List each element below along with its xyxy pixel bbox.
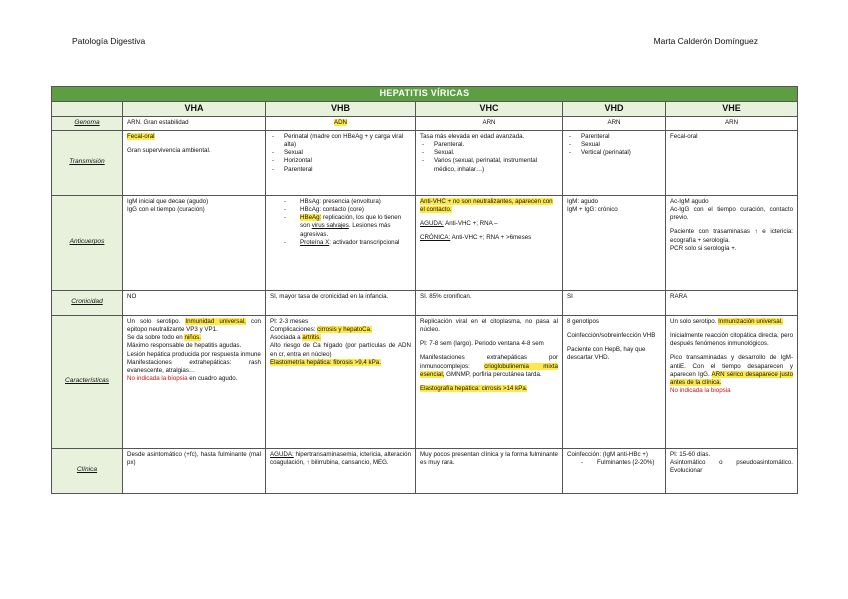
table-title-row (52, 87, 798, 102)
cell-genoma-vha: ARN. Gran estabilidad (123, 116, 266, 130)
cell-caracteristicas-vhd (563, 315, 666, 448)
text-line: IgM + IgG: crónico (567, 205, 618, 213)
column-header-vhc: VHC (416, 101, 563, 116)
text-line: Replicación viral en el citoplasma, no pasa al núcleo. (420, 317, 558, 333)
table-row (52, 195, 798, 290)
cell-caracteristicas-vhe (666, 315, 798, 448)
highlight-crioglobulinemia: crioglobulinemia mixta esencial, (420, 362, 558, 378)
highlight-anti-vhc: Anti-VHC + no son neutralizantes, aparecen con el contacto. (420, 197, 553, 213)
highlight-elastografia: Elastografía hepática: cirrosis >14 kPa. (420, 384, 528, 392)
text-line: 8 genotipos (567, 317, 599, 325)
highlight-elastometria: Elastometría hepática: fibrosis >9,4 kPa. (270, 358, 381, 366)
column-header-vhb: VHB (266, 101, 416, 116)
text-span: Se da sobre todo en (127, 334, 185, 342)
list-item: - Sexual (567, 141, 661, 149)
text-span: : activador transcripcional (329, 238, 400, 246)
cell-cronicidad-vhd: SI (563, 290, 666, 315)
text-line (420, 354, 558, 379)
text-span: en cuadro agudo. (187, 375, 238, 383)
text-line (270, 326, 411, 334)
table-row (52, 116, 798, 130)
text-line (270, 334, 411, 342)
row-label-clinica: Clínica (52, 448, 123, 493)
text-line (127, 334, 261, 342)
text-span: Complicaciones: (270, 325, 318, 333)
cell-cronicidad-vha: NO (123, 290, 266, 315)
cell-caracteristicas-vhb (266, 315, 416, 448)
text-span: replicación, los que lo tienen son (300, 214, 402, 230)
table-title: HEPATITIS VÍRICAS (52, 87, 798, 102)
text-line: Paciente con trasaminasas ↑ e ictericia: ecografía + serología. (670, 228, 794, 244)
highlight-cirrosis: cirrosis y hepatoCa. (317, 325, 372, 333)
cell-genoma-vhc: ARN (416, 116, 563, 130)
text-span: Anti-VHC +; RNA + >6meses (450, 234, 532, 242)
text-line: Lesión hepática producida por respuesta inmune (127, 350, 261, 358)
cell-anticuerpos-vhe (666, 195, 798, 290)
cell-cronicidad-vhe: RARA (666, 290, 798, 315)
cell-transmision-vhd (563, 130, 666, 195)
highlight-fecal-oral: Fecal-oral (127, 132, 155, 140)
row-label-cronicidad: Cronicidad (52, 290, 123, 315)
cell-clinica-vhd (563, 448, 666, 493)
text-line: IgG con el tiempo (curación) (127, 205, 205, 213)
document-header-left: Patología Digestiva (72, 36, 146, 46)
column-header-vhe: VHE (666, 101, 798, 116)
text-span: . Lesiones más agresivas. (300, 222, 391, 238)
row-label-anticuerpos: Anticuerpos (52, 195, 123, 290)
text-line: Ac-IgG con el tiempo curación, contacto previo. (670, 205, 794, 222)
cell-cronicidad-vhb: SI, mayor tasa de cronicidad en la infancia. (266, 290, 416, 315)
list-item: - HBcAg: contacto (core) (270, 206, 411, 214)
text-line (670, 354, 793, 387)
text-line: PI: 7-8 sem (largo). Periodo ventana 4-8 sem (420, 340, 544, 348)
text-span: hipertransaminasemia, ictericia, alteración coagulación, ↑ bilirrubina, cansancio, MEG. (270, 450, 412, 466)
text-line: Máximo responsable de hepatitis agudas. (127, 342, 242, 350)
highlight-artritis: artritis. (302, 334, 321, 342)
list-item: - Varios (sexual, perinatal, instrumental médico, inhalar…) (420, 157, 558, 173)
text-span: Un solo serotipo. (127, 317, 186, 325)
cell-transmision-vha (123, 130, 266, 195)
text-line: Gran supervivencia ambiental. (127, 146, 211, 154)
cell-cronicidad-vhc: SI. 85% cronifican. (416, 290, 563, 315)
list-item: - Vertical (perinatal) (567, 149, 661, 157)
text-line (420, 220, 558, 228)
text-line: Coinfección/sobreinfección VHB (567, 331, 656, 339)
cell-transmision-vhb (266, 130, 416, 195)
row-label-genoma: Genoma (52, 116, 123, 130)
red-text-biopsia: No indicada la biopsia (127, 375, 188, 383)
highlight-ninos: niños. (184, 334, 201, 342)
list-item (270, 239, 411, 247)
list-item: - Fulminantes (2-20%) (567, 459, 661, 467)
red-text-biopsia: No indicada la biopsia (670, 387, 731, 395)
text-line: PI: 15-60 días. (670, 450, 711, 458)
list-item: - HBsAg: presencia (envoltura) (270, 198, 411, 206)
text-span: Manifestaciones extrahepáticas por inmunocomplejos: (420, 354, 558, 370)
row-label-caracteristicas: Características (52, 315, 123, 448)
text-line: IgM: agudo (567, 197, 598, 205)
cell-anticuerpos-vha (123, 195, 266, 290)
text-span: con epitopo neutralizante VP3 y VP1. (127, 317, 261, 333)
underline-proteina-x: Proteína X (300, 238, 330, 246)
cell-anticuerpos-vhb (266, 195, 416, 290)
highlight-arn-serico: ARN sérico desaparece justo antes de la clínica. (670, 370, 794, 386)
text-span: Asociada a (270, 334, 303, 342)
text-line: Manifestaciones extrahepáticas: rash evanescente, atralgias… (127, 358, 261, 374)
document-header-right: Marta Calderón Domínguez (653, 36, 758, 46)
list-item: - Sexual (270, 149, 411, 157)
underline-virus-salvajes: virus salvajes (311, 222, 349, 230)
list-item: - Parenteral (567, 133, 661, 141)
highlight-inmunidad: Inmunidad universal, (185, 317, 246, 325)
cell-anticuerpos-vhd (563, 195, 666, 290)
cell-anticuerpos-vhc (416, 195, 563, 290)
cell-caracteristicas-vhc (416, 315, 563, 448)
text-line (127, 318, 261, 334)
hepatitis-table (51, 86, 798, 494)
cell-clinica-vha: Desde asintomático (+fc), hasta fulminante (mal px) (123, 448, 266, 493)
text-line: Alto riesgo de Ca hígado (por partículas de ADN en cr, entra en núcleo) (270, 342, 411, 358)
list-item: - Parenteral. (420, 141, 558, 149)
list-item: - Sexual. (420, 149, 558, 157)
table-row (52, 315, 798, 448)
text-line: PCR solo si serología +. (670, 244, 737, 252)
column-header-vha: VHA (123, 101, 266, 116)
cell-clinica-vhc: Muy pocos presentan clínica y la forma fulminante es muy rara. (416, 448, 563, 493)
cell-genoma-vhb (266, 116, 416, 130)
text-line: Tasa más elevada en edad avanzada. (420, 132, 525, 140)
cell-genoma-vhe: ARN (666, 116, 798, 130)
text-line (127, 375, 261, 383)
highlight-hbeag: HBeAg: (300, 214, 322, 222)
column-header-empty (52, 101, 123, 116)
cell-genoma-vhd: ARN (563, 116, 666, 130)
cell-transmision-vhe: Fecal-oral (666, 130, 798, 195)
underline-aguda: AGUDA: (270, 450, 294, 458)
text-line (420, 234, 558, 242)
table-row (52, 130, 798, 195)
list-item: - Horizontal (270, 157, 411, 165)
row-label-transmision: Transmisión (52, 130, 123, 195)
text-span: Un solo serotipo. (670, 317, 719, 325)
text-line: IgM inicial que decae (agudo) (127, 197, 209, 205)
cell-transmision-vhc (416, 130, 563, 195)
cell-caracteristicas-vha (123, 315, 266, 448)
text-span: Pico transaminadas y desarrollo de IgM-antiE. Con el tiempo desaparecen y aparecen IgG. (670, 354, 794, 378)
text-line: Asintomático o pseudoasintomático. Evolucionar (670, 458, 794, 475)
list-item: - Parenteral (270, 166, 411, 174)
text-line: Ac-IgM agudo (670, 197, 709, 205)
text-line: PI: 2-3 meses (270, 317, 309, 325)
text-line: Paciente con HepB, hay que descartar VHD. (567, 346, 646, 362)
text-span: Anti-VHC +; RNA – (443, 220, 498, 228)
highlight-inmunizacion: Inmunización universal. (718, 317, 783, 325)
underline-aguda: AGUDA: (420, 220, 444, 228)
table-row (52, 290, 798, 315)
highlight-adn: ADN (333, 118, 348, 126)
underline-cronica: CRÓNICA: (420, 234, 451, 242)
cell-clinica-vhb (266, 448, 416, 493)
text-line (670, 318, 793, 326)
text-line: Inicialmente reacción citopática directa, pero después fenómenos inmunológicos. (670, 331, 794, 348)
list-item (270, 214, 411, 239)
table-row (52, 448, 798, 493)
cell-clinica-vhe (666, 448, 798, 493)
column-header-vhd: VHD (563, 101, 666, 116)
list-item: - Perinatal (madre con HBeAg + y carga viral alta) (270, 133, 411, 149)
column-header-row (52, 101, 798, 116)
text-span: GMNMP, porfiria percutánea tarda. (444, 370, 542, 378)
text-line: Coinfección: (IgM anti-HBc +) (567, 450, 648, 458)
